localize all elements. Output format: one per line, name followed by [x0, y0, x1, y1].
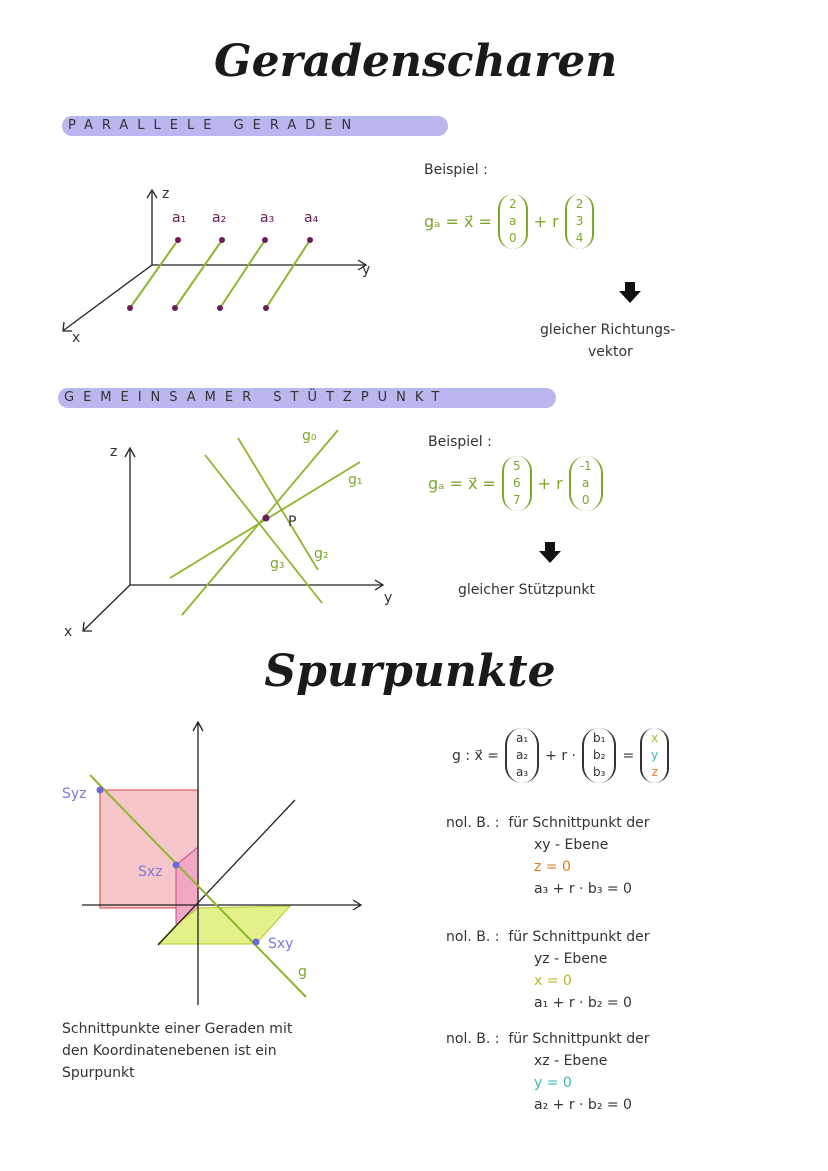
- condition-value: z = 0: [534, 859, 571, 875]
- parallel-lines-diagram: [50, 180, 390, 350]
- line-label-a3: a₃: [260, 210, 275, 226]
- label-syz: Syz: [62, 786, 87, 802]
- support-vector: [498, 194, 528, 249]
- equation-common-point: [428, 456, 603, 511]
- condition-text: für Schnittpunkt der: [508, 1031, 650, 1047]
- vec-entry: -1: [579, 459, 592, 473]
- axis-label-x: x: [72, 330, 81, 346]
- vec-entry: b₃: [593, 765, 606, 779]
- vec-entry: a: [509, 214, 517, 228]
- axis-label-y: y: [362, 262, 371, 278]
- point-label-p: P: [288, 514, 297, 530]
- vec-entry: 0: [508, 231, 517, 245]
- caption-line: Schnittpunkte einer Geraden mit: [62, 1021, 293, 1037]
- vec-entry: 5: [512, 459, 521, 473]
- vec-entry: 3: [575, 214, 584, 228]
- axis-label-x2: x: [64, 624, 73, 640]
- equals-sign: =: [622, 747, 635, 764]
- eq-lhs: gₐ = x⃗ =: [428, 474, 496, 493]
- equation-parallel: [424, 194, 594, 249]
- vec-entry: a₃: [515, 765, 529, 779]
- line-label-g3: g₃: [270, 556, 285, 572]
- section-title-spurpunkte: Spurpunkte: [264, 646, 556, 697]
- condition-text: für Schnittpunkt der: [508, 815, 650, 831]
- vector-a: [505, 728, 539, 783]
- equation-trace: [452, 728, 669, 783]
- support-vector: [502, 456, 532, 511]
- vec-entry: 2: [508, 197, 517, 211]
- condition-equation: a₁ + r · b₂ = 0: [534, 995, 632, 1011]
- label-sxz: Sxz: [138, 864, 163, 880]
- plus-r: + r: [537, 474, 563, 493]
- condition-text: für Schnittpunkt der: [508, 929, 650, 945]
- vec-entry-x: x: [651, 731, 659, 745]
- plus-r: + r: [533, 212, 559, 231]
- label-sxy: Sxy: [268, 936, 294, 952]
- condition-plane: yz - Ebene: [534, 951, 608, 967]
- vec-entry: 7: [512, 493, 521, 507]
- vec-entry: 6: [512, 476, 521, 490]
- vec-entry: b₂: [593, 748, 606, 762]
- direction-vector: [565, 194, 595, 249]
- line-label-g1: g₁: [348, 472, 363, 488]
- eq-lhs: gₐ = x⃗ =: [424, 212, 492, 231]
- axis-label-z: z: [162, 186, 170, 202]
- condition-prefix: nol. B. :: [446, 815, 500, 831]
- label-g: g: [298, 964, 307, 980]
- line-label-a4: a₄: [304, 210, 319, 226]
- condition-xz: [446, 1028, 650, 1116]
- page-title: Geradenscharen: [214, 36, 618, 87]
- condition-plane: xz - Ebene: [534, 1053, 608, 1069]
- vec-entry: 2: [575, 197, 584, 211]
- condition-prefix: nol. B. :: [446, 929, 500, 945]
- vec-entry: 4: [575, 231, 584, 245]
- condition-value: y = 0: [534, 1075, 572, 1091]
- vec-entry: 0: [581, 493, 590, 507]
- axis-label-y2: y: [384, 590, 393, 606]
- common-point-diagram: [70, 420, 400, 640]
- vec-entry: a₁: [515, 731, 529, 745]
- arrow-down-icon: [618, 282, 642, 304]
- result-text-2: gleicher Stützpunkt: [458, 582, 595, 598]
- caption: [62, 1018, 292, 1084]
- condition-equation: a₃ + r · b₃ = 0: [534, 881, 632, 897]
- vec-entry: a₂: [515, 748, 529, 762]
- condition-equation: a₂ + r · b₂ = 0: [534, 1097, 632, 1113]
- vec-entry: b₁: [593, 731, 606, 745]
- example-label-2: Beispiel :: [428, 434, 492, 450]
- line-label-a1: a₁: [172, 210, 187, 226]
- direction-vector: [569, 456, 603, 511]
- vec-entry-z: z: [651, 765, 658, 779]
- arrow-down-icon: [538, 542, 562, 564]
- section-pill-parallel: PARALLELE GERADEN: [62, 116, 448, 136]
- example-label-1: Beispiel :: [424, 162, 488, 178]
- vec-entry: a: [581, 476, 590, 490]
- condition-prefix: nol. B. :: [446, 1031, 500, 1047]
- condition-yz: [446, 926, 650, 1014]
- result-text-1a: gleicher Richtungs-: [540, 322, 676, 338]
- line-label-g0: g₀: [302, 428, 317, 444]
- vector-xyz: [640, 728, 669, 783]
- vector-b: [582, 728, 616, 783]
- vec-entry-y: y: [651, 748, 659, 762]
- caption-line: den Koordinatenebenen ist ein: [62, 1043, 277, 1059]
- condition-xy: [446, 812, 650, 900]
- axis-label-z2: z: [110, 444, 118, 460]
- trace-points-diagram: [60, 715, 380, 1015]
- eq-lhs: g : x⃗ =: [452, 747, 499, 764]
- line-label-g2: g₂: [314, 546, 329, 562]
- condition-plane: xy - Ebene: [534, 837, 609, 853]
- condition-value: x = 0: [534, 973, 572, 989]
- plus-r: + r ·: [545, 747, 576, 764]
- result-text-1b: vektor: [588, 344, 633, 360]
- section-pill-common-point: GEMEINSAMER STÜTZPUNKT: [58, 388, 556, 408]
- caption-line: Spurpunkt: [62, 1065, 135, 1081]
- line-label-a2: a₂: [212, 210, 227, 226]
